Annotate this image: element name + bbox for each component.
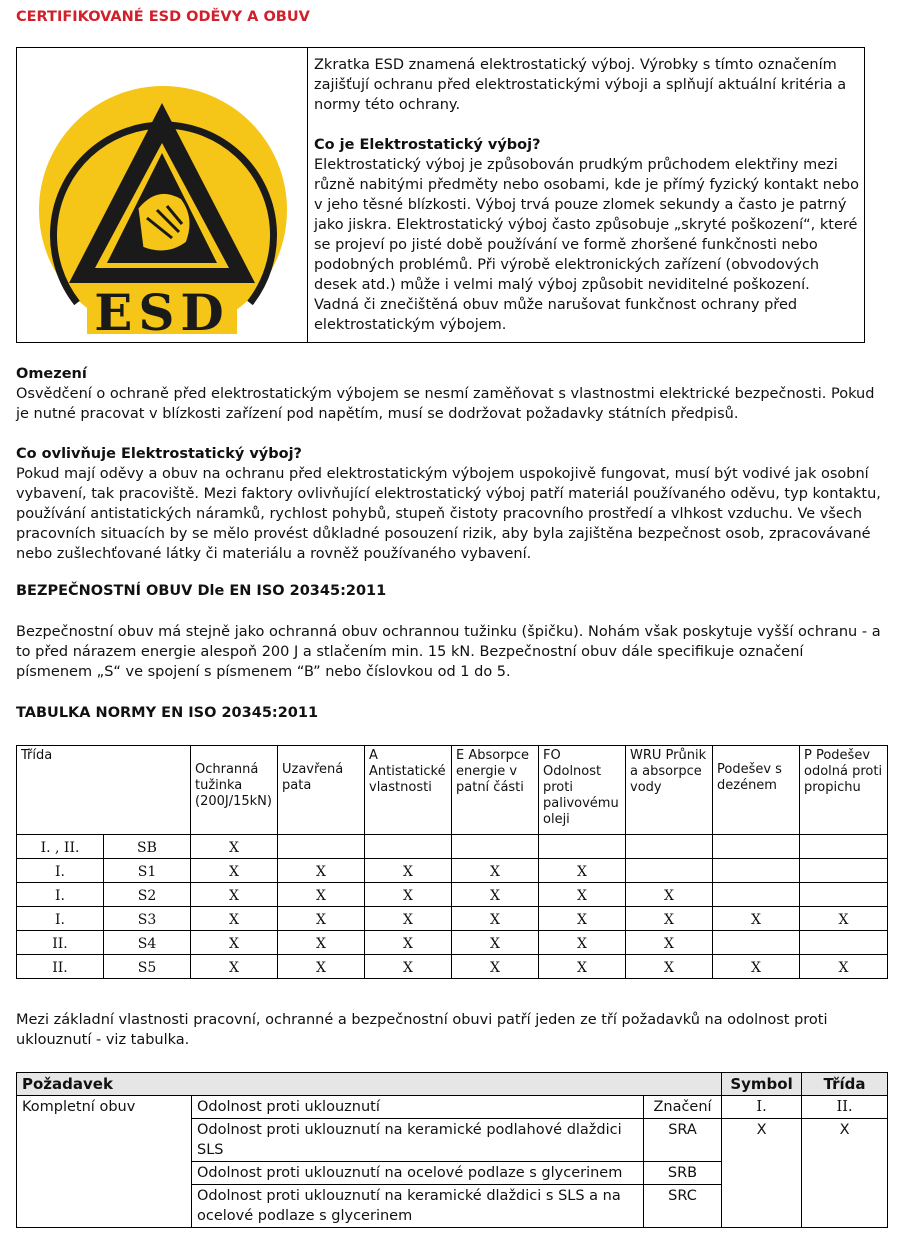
esd-logo [17, 48, 307, 342]
norm-cell [713, 931, 800, 955]
req-header-pozadavek: Požadavek [17, 1073, 722, 1096]
norm-cell [539, 835, 626, 859]
norm-cell: X [452, 883, 539, 907]
norm-cell: X [191, 907, 278, 931]
req-text: Odolnost proti uklouznutí na ocelové podlaze s glycerinem [192, 1162, 644, 1185]
req-category: Kompletní obuv [17, 1096, 192, 1228]
norm-table-header [17, 746, 888, 835]
ovlivnuje-section [16, 444, 882, 564]
norm-cell: X [452, 931, 539, 955]
ovlivnuje-text: Pokud mají oděvy a obuv na ochranu před elektrostatickým výbojem uspokojivě fungovat, musí být vodivé jak osobní vybavení, tak pracoviště. Mezi faktory ovlivňující elektrostatický výboj patří materiál používaného oděvu, typ kontaktu, používání antistatických náramků, rychlost pohybů, stupeň čistoty pracovního prostředí a vlhkost vzduchu. Ve všech pracovních situacích by se mělo provést důkladné posouzení rizik, aby byla zajištěna bezpečnost osob, zpracovávané nebo zušlechťované látky či materiálu a rovněž používaného vybavení. [16, 466, 881, 562]
esd-intro-p2: Elektrostatický výboj je způsobován prudkým průchodem elektřiny mezi různě nabitými předměty nebo osobami, kde je přímý fyzický kontakt nebo v jeho těsné blízkosti. Výboj trvá pouze zlomek sekundy a často je patrný jako jiskra. Elektrostatický výboj často způsobuje „skryté poškození“, které se projeví po jisté době používání ve formě zhoršené funkčnosti nebo podobných problémů. Při výrobě elektronických zařízení (obvodových desek atd.) může i velmi malý výboj způsobit neviditelné poškození. Vadná či znečištěná obuv může narušovat funkčnost ochrany před elektrostatickým výbojem. [314, 157, 859, 333]
norm-cell [800, 931, 888, 955]
norm-header: Uzavřená pata [278, 746, 365, 835]
norm-cell: X [713, 955, 800, 979]
req-symbol: SRC [644, 1185, 722, 1228]
bezpecnostni-section [16, 622, 882, 682]
esd-intro-text [314, 55, 859, 335]
norm-cell: X [539, 955, 626, 979]
norm-cell: X [278, 955, 365, 979]
table-row [17, 955, 888, 979]
table-row [17, 1096, 888, 1119]
norm-kod: S5 [104, 955, 191, 979]
norm-cell [365, 835, 452, 859]
req-class-1: I. [722, 1096, 802, 1119]
norm-cell: X [452, 955, 539, 979]
req-class-2: II. [802, 1096, 888, 1119]
norm-header: FO Odolnost proti palivovému oleji [539, 746, 626, 835]
req-text: Odolnost proti uklouznutí na keramické podlahové dlaždici SLS [192, 1119, 644, 1162]
norm-cell: X [713, 907, 800, 931]
norm-cell: X [365, 907, 452, 931]
norm-cell [800, 883, 888, 907]
norm-cell: X [539, 859, 626, 883]
requirements-table [16, 1072, 888, 1228]
norm-cell: X [539, 907, 626, 931]
norm-kod: S3 [104, 907, 191, 931]
req-text: Odolnost proti uklouznutí na keramické dlaždici s SLS a na ocelové podlaze s glycerinem [192, 1185, 644, 1228]
page-title: CERTIFIKOVANÉ ESD ODĚVY A OBUV [16, 9, 310, 25]
norm-kod: S2 [104, 883, 191, 907]
mezi-section [16, 1010, 882, 1050]
norm-cell: X [365, 883, 452, 907]
norm-trida: I. [17, 883, 104, 907]
omezeni-text: Osvědčení o ochraně před elektrostatickým výbojem se nesmí zaměňovat s vlastnostmi elektrické bezpečnosti. Pokud je nutné pracovat v blízkosti zařízení pod napětím, musí se dodržovat požadavky státních předpisů. [16, 386, 875, 422]
table-row [17, 835, 888, 859]
norm-cell: X [191, 883, 278, 907]
esd-intro-p1: Zkratka ESD znamená elektrostatický výboj. Výrobky s tímto označením zajišťují ochranu před elektrostatickými výboji a splňují aktuální kritéria a normy této ochrany. [314, 57, 847, 113]
req-symbol: SRB [644, 1162, 722, 1185]
norm-cell: X [626, 931, 713, 955]
norm-cell: X [365, 931, 452, 955]
norm-trida: I. [17, 859, 104, 883]
req-header-symbol: Symbol [722, 1073, 802, 1096]
req-text: Odolnost proti uklouznutí [192, 1096, 644, 1119]
norm-header: P Podešev odolná proti propichu [800, 746, 888, 835]
req-symbol: Značení [644, 1096, 722, 1119]
norm-cell: X [539, 931, 626, 955]
tabulka-heading: TABULKA NORMY EN ISO 20345:2011 [16, 705, 319, 721]
norm-cell [452, 835, 539, 859]
bezpecnostni-text: Bezpečnostní obuv má stejně jako ochranná obuv ochrannou tužinku (špičku). Nohám však poskytuje vyšší ochranu - a to před nárazem energie alespoň 200 J a stlačením min. 15 kN. Bezpečnostní obuv dále specifikuje označení písmenem „S“ ve spojení s písmenem “B” nebo číslovkou od 1 do 5. [16, 624, 881, 680]
norm-cell: X [626, 955, 713, 979]
norm-kod: SB [104, 835, 191, 859]
norm-cell: X [191, 859, 278, 883]
norm-cell: X [539, 883, 626, 907]
ovlivnuje-heading: Co ovlivňuje Elektrostatický výboj? [16, 446, 302, 462]
norm-kod: S4 [104, 931, 191, 955]
norm-trida: II. [17, 931, 104, 955]
norm-table [16, 745, 888, 979]
bezpecnostni-heading: BEZPEČNOSTNÍ OBUV Dle EN ISO 20345:2011 [16, 583, 387, 599]
norm-cell: X [191, 835, 278, 859]
req-symbol: SRA [644, 1119, 722, 1162]
norm-trida: II. [17, 955, 104, 979]
esd-logo-text: ESD [94, 283, 230, 342]
norm-cell [713, 883, 800, 907]
norm-trida: I. [17, 907, 104, 931]
norm-cell [626, 835, 713, 859]
norm-trida: I. , II. [17, 835, 104, 859]
req-header-row [17, 1073, 888, 1096]
mezi-text: Mezi základní vlastnosti pracovní, ochranné a bezpečnostní obuvi patří jeden ze tří požadavků na odolnost proti uklouznutí - viz tabulka. [16, 1012, 828, 1048]
norm-cell [713, 835, 800, 859]
norm-cell: X [278, 907, 365, 931]
omezeni-heading: Omezení [16, 366, 87, 382]
norm-cell: X [800, 907, 888, 931]
req-class-1: X [722, 1119, 802, 1228]
norm-cell: X [452, 859, 539, 883]
table-row [17, 883, 888, 907]
norm-header: Podešev s dezénem [713, 746, 800, 835]
norm-kod: S1 [104, 859, 191, 883]
norm-cell: X [278, 859, 365, 883]
table-row [17, 931, 888, 955]
norm-cell [713, 859, 800, 883]
norm-cell: X [191, 955, 278, 979]
req-header-trida: Třída [802, 1073, 888, 1096]
norm-cell [278, 835, 365, 859]
omezeni-section [16, 364, 882, 424]
norm-cell: X [626, 907, 713, 931]
req-class-2: X [802, 1119, 888, 1228]
norm-cell: X [191, 931, 278, 955]
esd-intro-box [16, 47, 865, 343]
norm-cell: X [278, 883, 365, 907]
norm-cell: X [278, 931, 365, 955]
norm-header: Ochranná tužinka (200J/15kN) [191, 746, 278, 835]
norm-cell: X [452, 907, 539, 931]
norm-cell: X [626, 883, 713, 907]
norm-corner: Třída [17, 746, 191, 835]
norm-cell: X [365, 955, 452, 979]
norm-header: WRU Průnik a absorpce vody [626, 746, 713, 835]
table-row [17, 907, 888, 931]
norm-header: E Absorpce energie v patní části [452, 746, 539, 835]
norm-cell [626, 859, 713, 883]
hand-icon [137, 192, 191, 252]
esd-logo-cell [17, 48, 308, 342]
table-row [17, 859, 888, 883]
norm-cell: X [800, 955, 888, 979]
norm-cell [800, 835, 888, 859]
norm-header: A Antistatické vlastnosti [365, 746, 452, 835]
norm-cell [800, 859, 888, 883]
norm-cell: X [365, 859, 452, 883]
esd-intro-heading: Co je Elektrostatický výboj? [314, 137, 541, 153]
